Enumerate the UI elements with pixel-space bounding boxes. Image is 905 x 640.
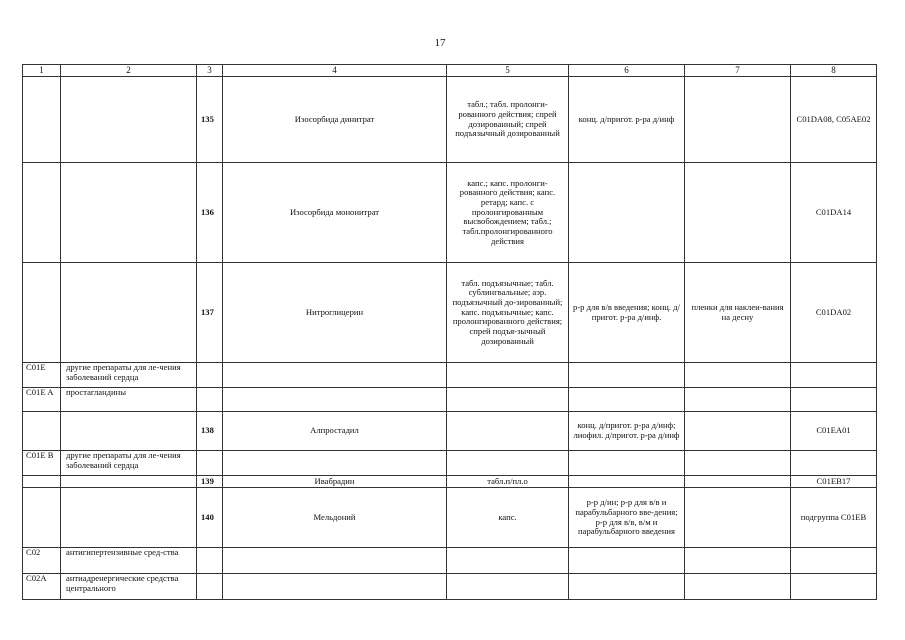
dosage-form-3-cell — [685, 476, 791, 488]
row-number-cell: 138 — [197, 412, 223, 451]
atc-code-cell: C02A — [23, 574, 61, 600]
dosage-form-3-cell — [685, 451, 791, 476]
dosage-form-3-cell: пленки для наклеи-вания на десну — [685, 263, 791, 363]
dosage-form-cell — [447, 363, 569, 388]
drug-name-cell: Ивабрадин — [223, 476, 447, 488]
code-cell — [791, 548, 877, 574]
atc-code-cell: C01E — [23, 363, 61, 388]
dosage-form-2-cell — [569, 548, 685, 574]
dosage-form-2-cell — [569, 163, 685, 263]
header-cell: 6 — [569, 65, 685, 77]
dosage-form-cell: табл.; табл. пролонги-рованного действия; спрей дозированный; спрей подъязычный дозированный — [447, 77, 569, 163]
dosage-form-3-cell — [685, 163, 791, 263]
group-name-cell — [61, 412, 197, 451]
header-row — [23, 65, 877, 77]
row-number-cell — [197, 548, 223, 574]
table-row — [23, 451, 877, 476]
group-name-cell: другие препараты для ле-чения заболеваний сердца — [61, 363, 197, 388]
row-number-cell — [197, 574, 223, 600]
code-cell — [791, 388, 877, 412]
atc-code-cell — [23, 476, 61, 488]
code-cell: C01DA14 — [791, 163, 877, 263]
dosage-form-cell — [447, 388, 569, 412]
dosage-form-cell — [447, 451, 569, 476]
group-name-cell — [61, 488, 197, 548]
group-name-cell: простагландины — [61, 388, 197, 412]
drug-name-cell — [223, 363, 447, 388]
table-row — [23, 476, 877, 488]
dosage-form-3-cell — [685, 548, 791, 574]
drug-name-cell: Мельдоний — [223, 488, 447, 548]
header-cell: 8 — [791, 65, 877, 77]
header-cell: 7 — [685, 65, 791, 77]
row-number-cell: 135 — [197, 77, 223, 163]
drug-name-cell — [223, 574, 447, 600]
table-row — [23, 548, 877, 574]
code-cell — [791, 451, 877, 476]
dosage-form-cell: табл. подъязычные; табл. сублингвальные; аэр. подъязычный до-зированный; капс. подъязычные; капс. пролонгированного действия; спрей подъя-зычный дозированный — [447, 263, 569, 363]
dosage-form-cell: капс. — [447, 488, 569, 548]
row-number-cell: 137 — [197, 263, 223, 363]
row-number-cell: 140 — [197, 488, 223, 548]
dosage-form-2-cell — [569, 574, 685, 600]
drug-name-cell: Нитроглицерин — [223, 263, 447, 363]
header-cell: 4 — [223, 65, 447, 77]
group-name-cell — [61, 163, 197, 263]
group-name-cell — [61, 77, 197, 163]
drug-name-cell — [223, 548, 447, 574]
atc-code-cell — [23, 163, 61, 263]
drug-table — [22, 64, 877, 600]
code-cell: подгруппа C01EB — [791, 488, 877, 548]
dosage-form-3-cell — [685, 574, 791, 600]
dosage-form-3-cell — [685, 488, 791, 548]
table-row — [23, 488, 877, 548]
table-row — [23, 163, 877, 263]
table-row — [23, 412, 877, 451]
code-cell: C01EA01 — [791, 412, 877, 451]
header-cell: 1 — [23, 65, 61, 77]
dosage-form-2-cell: конц. д/пригот. р-ра д/инф — [569, 77, 685, 163]
group-name-cell: антигипертензивные сред-ства — [61, 548, 197, 574]
header-cell: 3 — [197, 65, 223, 77]
header-cell: 5 — [447, 65, 569, 77]
drug-name-cell: Алпростадил — [223, 412, 447, 451]
dosage-form-cell: табл.п/пл.о — [447, 476, 569, 488]
atc-code-cell: C01E A — [23, 388, 61, 412]
group-name-cell — [61, 476, 197, 488]
page-number: 17 — [434, 37, 446, 49]
dosage-form-cell — [447, 412, 569, 451]
dosage-form-2-cell — [569, 451, 685, 476]
drug-name-cell — [223, 451, 447, 476]
dosage-form-3-cell — [685, 388, 791, 412]
group-name-cell: антиадренергические средства центрального — [61, 574, 197, 600]
dosage-form-3-cell — [685, 77, 791, 163]
dosage-form-2-cell — [569, 363, 685, 388]
row-number-cell — [197, 363, 223, 388]
dosage-form-2-cell: р-р д/ин; р-р для в/в и парабульбарного вве-дения; р-р для в/в, в/м и парабульбарного введения — [569, 488, 685, 548]
drug-name-cell: Изосорбида мононитрат — [223, 163, 447, 263]
table-row — [23, 77, 877, 163]
dosage-form-2-cell: конц. д/пригот. р-ра д/инф; лиофил. д/пригот. р-ра д/инф — [569, 412, 685, 451]
atc-code-cell — [23, 263, 61, 363]
group-name-cell — [61, 263, 197, 363]
row-number-cell: 139 — [197, 476, 223, 488]
atc-code-cell: C02 — [23, 548, 61, 574]
code-cell: C01EB17 — [791, 476, 877, 488]
drug-name-cell — [223, 388, 447, 412]
row-number-cell — [197, 388, 223, 412]
table-row — [23, 388, 877, 412]
group-name-cell: другие препараты для ле-чения заболеваний сердца — [61, 451, 197, 476]
table-row — [23, 263, 877, 363]
dosage-form-cell — [447, 548, 569, 574]
dosage-form-3-cell — [685, 412, 791, 451]
row-number-cell — [197, 451, 223, 476]
header-cell: 2 — [61, 65, 197, 77]
atc-code-cell — [23, 488, 61, 548]
atc-code-cell — [23, 77, 61, 163]
drug-name-cell: Изосорбида динитрат — [223, 77, 447, 163]
dosage-form-2-cell: р-р для в/в введения; конц. д/пригот. р-ра д/инф. — [569, 263, 685, 363]
code-cell: C01DA02 — [791, 263, 877, 363]
dosage-form-cell — [447, 574, 569, 600]
atc-code-cell: C01E B — [23, 451, 61, 476]
dosage-form-3-cell — [685, 363, 791, 388]
atc-code-cell — [23, 412, 61, 451]
dosage-form-2-cell — [569, 388, 685, 412]
code-cell — [791, 363, 877, 388]
row-number-cell: 136 — [197, 163, 223, 263]
code-cell: C01DA08, C05AE02 — [791, 77, 877, 163]
code-cell — [791, 574, 877, 600]
dosage-form-cell: капс.; капс. пролонги-рованного действия; капс. ретард; капс. с пролонгированным высвобождением; табл.; табл.пролонгированного действия — [447, 163, 569, 263]
table-row — [23, 363, 877, 388]
table-row — [23, 574, 877, 600]
dosage-form-2-cell — [569, 476, 685, 488]
